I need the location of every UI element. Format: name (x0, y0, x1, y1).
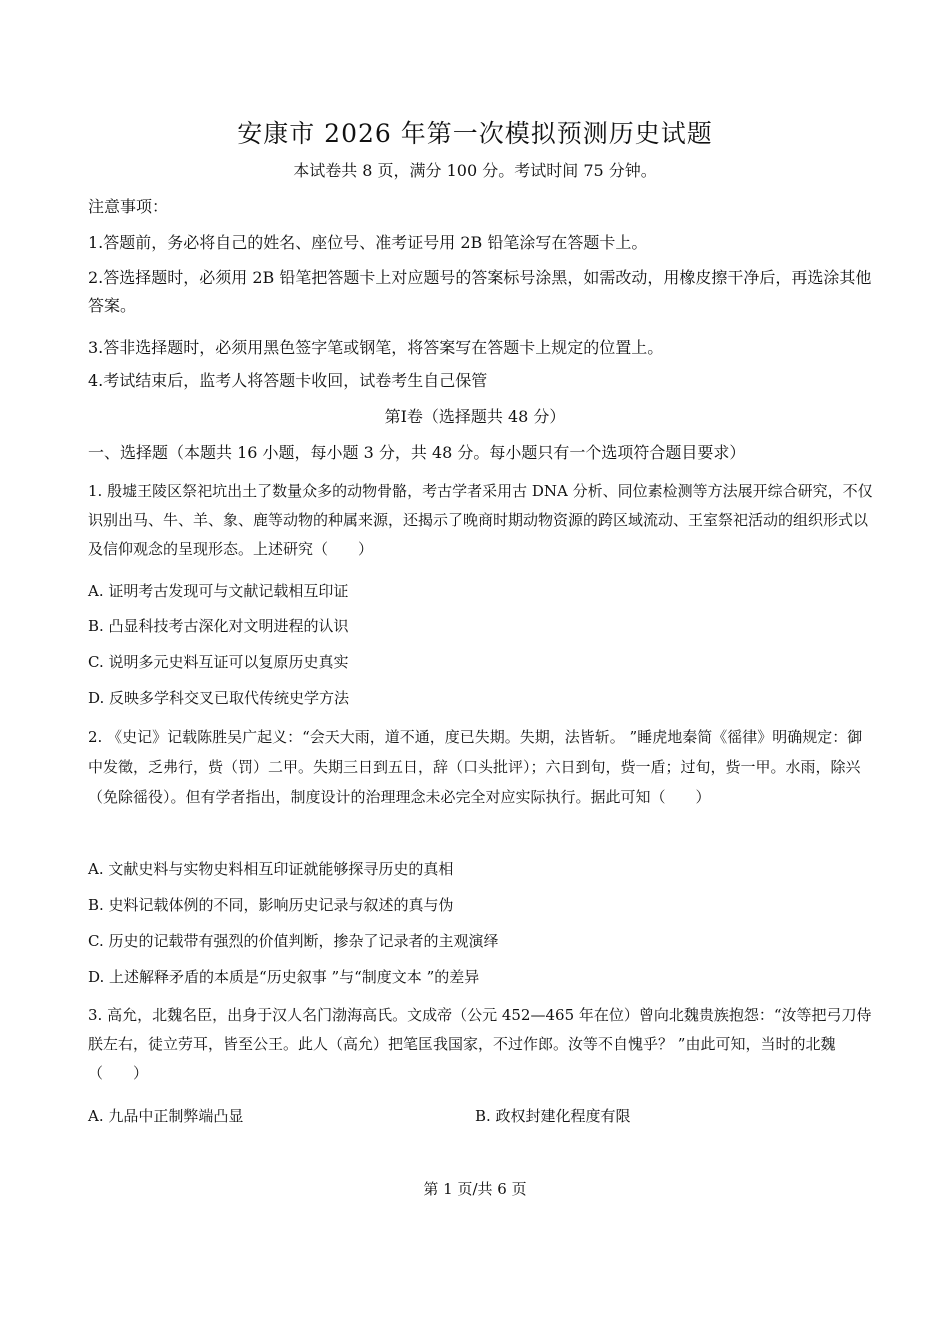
exam-subtitle: 本试卷共 8 页，满分 100 分。考试时间 75 分钟。 (293, 161, 657, 180)
question-2-option-b: B. 史料记载体例的不同，影响历史记录与叙述的真与伪 (88, 896, 454, 914)
exam-title: 安康市 2026 年第一次模拟预测历史试题 (237, 119, 713, 148)
question-2-stem: 2. 《史记》记载陈胜吴广起义：“会天大雨，道不通，度已失期。失期，法皆斩。 ”睡虎地秦简《徭律》明确规定：御中发徵，乏弗行，赀（罚）二甲。失期三日到五日，辞（口头批评）；六日到旬，赀一盾；过旬，赀一甲。水雨，除兴（免除徭役）。但有学者指出，制度设计的治理理念未必完全对应实际执行。据此可知（ ） (88, 728, 863, 806)
question-1-option-d: D. 反映多学科交叉已取代传统史学方法 (88, 689, 350, 707)
section-title: 第Ⅰ卷（选择题共 48 分） (384, 407, 566, 426)
question-1-stem: 1. 殷墟王陵区祭祀坑出土了数量众多的动物骨骼，考古学者采用古 DNA 分析、同位素检测等方法展开综合研究，不仅识别出马、牛、羊、象、鹿等动物的种属来源，还揭示了晚商时期动物资源的跨区域流动、王室祭祀活动的组织形式以及信仰观念的呈现形态。上述研究（ ） (88, 482, 873, 558)
notice-item-4: 4.考试结束后，监考人将答题卡收回，试卷考生自己保管 (88, 371, 488, 390)
notice-item-1: 1.答题前，务必将自己的姓名、座位号、准考证号用 2B 铅笔涂写在答题卡上。 (88, 233, 648, 252)
question-2-option-a: A. 文献史料与实物史料相互印证就能够探寻历史的真相 (88, 860, 454, 878)
question-1-option-b: B. 凸显科技考古深化对文明进程的认识 (88, 617, 349, 635)
notice-item-2: 2.答选择题时，必须用 2B 铅笔把答题卡上对应题号的答案标号涂黑，如需改动，用橡皮擦干净后，再选涂其他答案。 (88, 268, 872, 315)
section-instruction: 一、选择题（本题共 16 小题，每小题 3 分，共 48 分。每小题只有一个选项符合题目要求） (88, 443, 746, 462)
question-1-option-a: A. 证明考古发现可与文献记载相互印证 (88, 582, 349, 600)
notice-heading: 注意事项： (88, 197, 169, 216)
notice-item-3: 3.答非选择题时，必须用黑色签字笔或钢笔，将答案写在答题卡上规定的位置上。 (88, 338, 664, 357)
question-3-option-a: A. 九品中正制弊端凸显 (88, 1107, 244, 1125)
question-3-option-b: B. 政权封建化程度有限 (475, 1107, 631, 1125)
page-footer: 第 1 页/共 6 页 (423, 1180, 527, 1198)
question-2-option-d: D. 上述解释矛盾的本质是“历史叙事 ”与“制度文本 ”的差异 (88, 968, 480, 986)
question-3-stem: 3. 高允，北魏名臣，出身于汉人名门渤海高氏。文成帝（公元 452—465 年在位）曾向北魏贵族抱怨：“汝等把弓刀侍朕左右，徒立劳耳，皆至公王。此人（高允）把笔匡我国家，不过作郎。汝等不自愧乎？ ”由此可知，当时的北魏（ ） (88, 1006, 872, 1082)
question-2-option-c: C. 历史的记载带有强烈的价值判断，掺杂了记录者的主观演绎 (88, 932, 499, 950)
question-1-option-c: C. 说明多元史料互证可以复原历史真实 (88, 653, 349, 671)
